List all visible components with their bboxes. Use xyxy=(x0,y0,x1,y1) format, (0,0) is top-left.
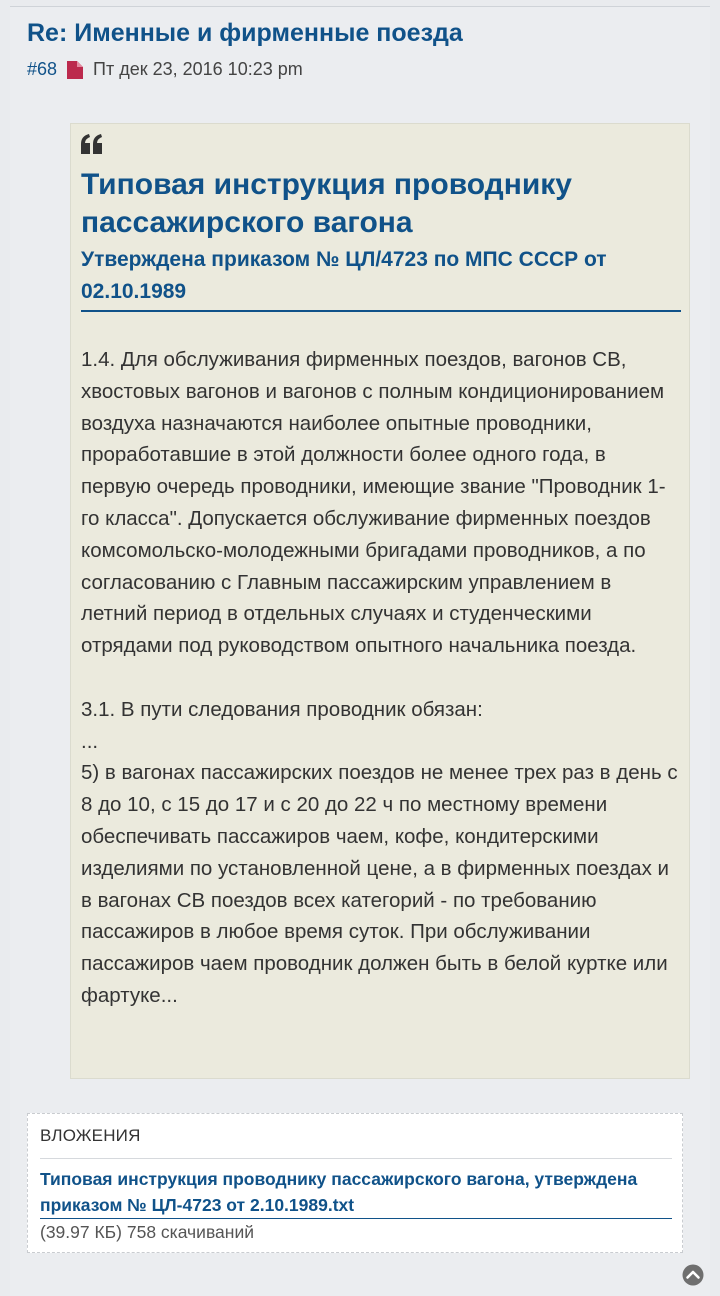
document-icon[interactable] xyxy=(67,61,83,79)
attachments-divider xyxy=(40,1158,672,1159)
post-meta xyxy=(27,59,303,80)
quote-body xyxy=(81,344,681,1012)
quote-ellipsis: ... xyxy=(81,729,99,753)
post-title[interactable]: Re: Именные и фирменные поезда xyxy=(27,19,463,47)
back-to-top-icon[interactable] xyxy=(682,1264,704,1286)
quote-divider xyxy=(81,310,681,312)
attachments-box xyxy=(27,1113,683,1253)
attachment-underline xyxy=(40,1218,672,1219)
quote-subtitle: Утверждена приказом № ЦЛ/4723 по МПС СССР от 02.10.1989 xyxy=(81,248,607,303)
quote-title: Типовая инструкция проводнику пассажирского вагона xyxy=(81,168,572,239)
post-date: Пт дек 23, 2016 10:23 pm xyxy=(93,59,303,79)
quote-paragraph-2-intro: 3.1. В пути следования проводник обязан: xyxy=(81,697,483,721)
quote-icon xyxy=(81,134,103,159)
quote-paragraph-2-item: 5) в вагонах пассажирских поездов не менее трех раз в день с 8 до 10, с 15 до 17 и с 20 до 22 ч по местному времени обеспечивать пассажиров чаем, кофе, кондитерскими изделиями по установленной цене, а в фирменных поездах и в вагонах СВ поездов всех категорий - по требованию пассажиров в любое время суток. При обслуживании пассажиров чаем проводник должен быть в белой куртке или фартуке... xyxy=(81,761,678,1007)
quote-block xyxy=(70,123,690,1079)
attachment-file-info: (39.97 КБ) 758 скачиваний xyxy=(40,1222,254,1242)
post-number-link[interactable]: #68 xyxy=(27,59,58,79)
quote-paragraph-1: 1.4. Для обслуживания фирменных поездов, вагонов СВ, хвостовых вагонов и вагонов с полным кондиционированием воздуха назначаются наиболее опытные проводники, проработавшие в этой должности более одного года, в первую очередь проводники, имеющие звание "Проводник 1-го класса". Допускается обслуживание фирменных поездов комсомольско-молодежными бригадами проводников, а по согласованию с Главным пассажирским управлением в летний период в отдельных случаях и студенческими отрядами под руководством опытного начальника поезда. xyxy=(81,348,666,658)
attachment-file-link[interactable]: Типовая инструкция проводнику пассажирского вагона, утверждена приказом № ЦЛ-4723 от 2.10.1989.txt xyxy=(40,1169,638,1215)
attachments-heading: ВЛОЖЕНИЯ xyxy=(40,1126,141,1145)
post xyxy=(10,6,710,1296)
